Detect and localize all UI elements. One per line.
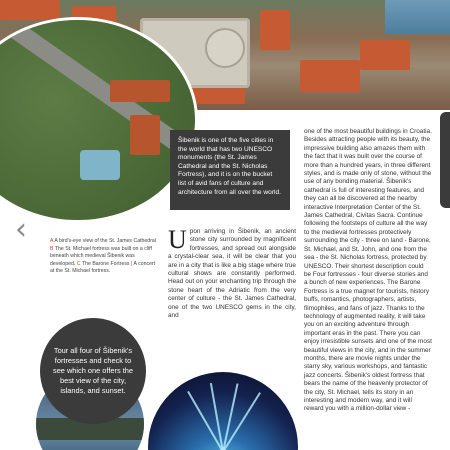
roof [260, 10, 290, 50]
fountain-plaza [80, 150, 120, 180]
article-column-right: one of the most beautiful buildings in Croatia. Besides attracting people with its beauty, the impressive building also amazes them with the fact that it was built over the course of more than a hundred years, in three different styles, and is made only of stone, without the use of any bonding material. Šibenik's cathedral is full of interesting features, and they can all be discovered at the nearby interactive Interpretation Center of the St. James Cathedral, Civitas Sacra. Continue following the footsteps of culture all the way to the medieval fortresses protectively surrounding the city - three on land - Barone, St. Michael, and St. John, and one from the sea - the St. Nicholas fortress, protected by UNESCO. Their shortest description could be Four fortresses - four diverse stories and a bunch of new experiences. The Barone Fortress is a true magnet for tourists, history buffs, romantics, photographers, artists, filmophiles, and fans of jazz. Thanks to the technology of augmented reality, it will take you on an exciting adventure through important eras in the past. There you can enjoy irresistible sunsets and one of the most beautiful views in the city, and in the summer months, there are movie nights under the starry sky, various workshops, and fantastic jazz concerts. Šibenik's oldest fortress that bears the name of the heavenly protector of the city, St. Michael, tells its story in an interesting and modern way, and it will reward you with a million-dollar view - [304, 128, 432, 413]
caption-text-a: A bird's-eye view of the St. James Cathedral [54, 238, 156, 244]
chevron-left-icon[interactable]: ‹ [15, 212, 27, 247]
info-box: Šibenik is one of the five cities in the world that has two UNESCO monuments (the St. James Cathedral and the St. Nicholas Fortress), and it is on the bucket list of avid fans of culture and architecture from all over the world. [170, 130, 290, 210]
concert-photo [148, 372, 298, 450]
article-column-middle [168, 225, 296, 320]
roof [360, 40, 410, 70]
cathedral-dome [205, 28, 245, 68]
caption-marker-d: | [130, 260, 133, 267]
caption-marker-c: C [76, 260, 81, 267]
caption-text-c: The Barone Fortress [81, 260, 130, 267]
photo-caption [50, 238, 156, 276]
sea-area [385, 0, 450, 34]
roof [130, 115, 160, 155]
roof [300, 60, 360, 92]
caption-text-b: The St. Michael fortress was built on a cliff beneath which medieval Šibenik was developed. [50, 245, 152, 267]
roof [110, 80, 170, 102]
caption-marker-b: B [50, 245, 54, 252]
next-page-tab[interactable] [440, 112, 450, 208]
caption-marker-a: A [50, 238, 54, 244]
roof [0, 0, 60, 20]
tour-callout-circle: Tour all four of Šibenik's fortresses and check to see which one offers the best view of the city, islands, and sunset. [40, 318, 146, 424]
article-text-middle: pon arriving in Šibenik, an ancient stone city surrounded by magnificent fortresses, and spread out alongside a crystal-clear sea, it will be clear that you are in a city that is like a big stage where true cultural shows are constantly performed. Head out on your enchanting trip through the stone heart of the Adriatic from the very center of culture - the St. James Cathedral, one of the two UNESCO gems in the city, and [168, 228, 296, 320]
caption-text-d: A concert at the St. Michael fortress. [50, 260, 156, 274]
dropcap: U [168, 225, 187, 254]
